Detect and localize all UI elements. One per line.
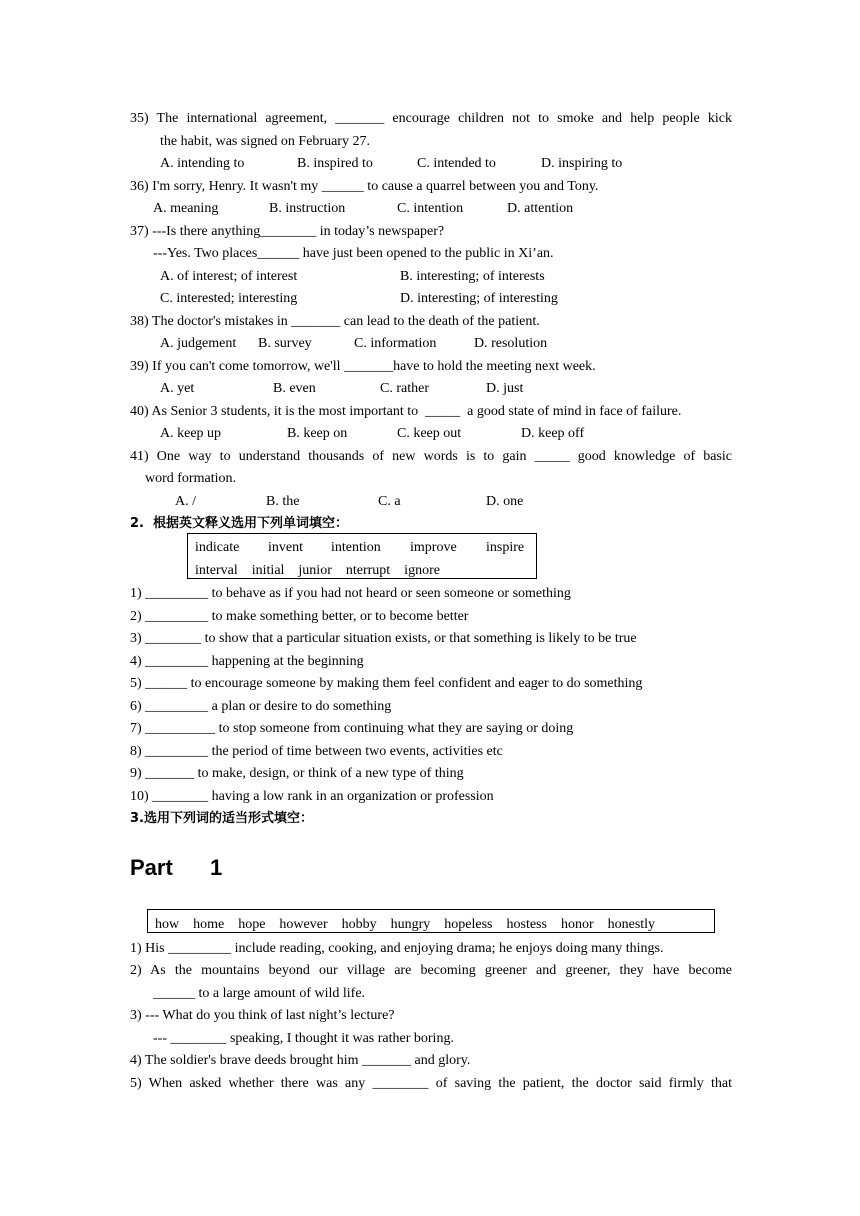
- definition-item: 5) ______ to encourage someone by making them feel confident and eager to do something: [130, 676, 643, 691]
- definition-item: 9) _______ to make, design, or think of a new type of thing: [130, 766, 464, 781]
- question-41-line-2: word formation.: [145, 471, 236, 486]
- definition-item: 6) _________ a plan or desire to do something: [130, 699, 392, 714]
- option-c: C. keep out: [397, 426, 462, 441]
- option-d: D. interesting; of interesting: [400, 291, 558, 306]
- question-38-line-1: 38) The doctor's mistakes in _______ can lead to the death of the patient.: [130, 314, 540, 329]
- question-35-line-1: 35) The international agreement, _______ encourage children not to smoke and help people kick: [130, 111, 732, 126]
- option-b: B. interesting; of interests: [400, 269, 545, 284]
- option-d: D. just: [486, 381, 524, 396]
- question-37-line-2: ---Yes. Two places______ have just been opened to the public in Xi’an.: [153, 246, 554, 261]
- definition-item: 3) ________ to show that a particular situation exists, or that something is likely to be true: [130, 631, 637, 646]
- definition-item: 1) _________ to behave as if you had not heard or seen someone or something: [130, 586, 571, 601]
- option-c: C. rather: [380, 381, 429, 396]
- option-b: B. inspired to: [297, 156, 373, 171]
- word: inspire: [486, 540, 525, 555]
- fill-item-2-line-1: 2) As the mountains beyond our village are becoming greener and greener, they have become: [130, 963, 732, 978]
- option-b: B. keep on: [287, 426, 348, 441]
- word: intention: [331, 540, 381, 555]
- fill-item-4: 4) The soldier's brave deeds brought him _______ and glory.: [130, 1053, 471, 1068]
- part-number: 1: [210, 855, 223, 880]
- option-c: C. information: [354, 336, 437, 351]
- option-b: B. the: [266, 494, 300, 509]
- question-39-line-1: 39) If you can't come tomorrow, we'll _______have to hold the meeting next week.: [130, 359, 596, 374]
- part-label: Part: [130, 855, 173, 880]
- word: invent: [268, 540, 303, 555]
- option-d: D. attention: [507, 201, 574, 216]
- fill-item-5-line-1: 5) When asked whether there was any ________ of saving the patient, the doctor said firmly that: [130, 1076, 732, 1091]
- question-37-line-1: 37) ---Is there anything________ in today’s newspaper?: [130, 224, 445, 239]
- option-a: A. yet: [160, 381, 195, 396]
- option-d: D. inspiring to: [541, 156, 623, 171]
- question-36-line-1: 36) I'm sorry, Henry. It wasn't my ______ to cause a quarrel between you and Tony.: [130, 179, 599, 194]
- option-a: A. intending to: [160, 156, 245, 171]
- section-3-heading: 3.选用下列词的适当形式填空：: [130, 811, 313, 826]
- word: indicate: [195, 540, 240, 555]
- fill-item-3-line-1: 3) --- What do you think of last night’s lecture?: [130, 1008, 395, 1023]
- word-box-row-2: interval initial junior nterrupt ignore: [195, 563, 440, 578]
- option-b: B. instruction: [269, 201, 346, 216]
- definition-item: 8) _________ the period of time between two events, activities etc: [130, 744, 503, 759]
- part-1-words: how home hope however hobby hungry hopeless hostess honor honestly: [155, 917, 656, 932]
- option-c: C. intended to: [417, 156, 496, 171]
- word-box: [187, 533, 537, 579]
- option-b: B. survey: [258, 336, 312, 351]
- option-c: C. a: [378, 494, 401, 509]
- option-a: A. meaning: [153, 201, 219, 216]
- fill-item-3-line-2: --- ________ speaking, I thought it was rather boring.: [153, 1031, 454, 1046]
- option-a: A. keep up: [160, 426, 222, 441]
- option-c: C. intention: [397, 201, 464, 216]
- definition-item: 10) ________ having a low rank in an organization or profession: [130, 789, 494, 804]
- option-d: D. one: [486, 494, 524, 509]
- part-1-word-box: [147, 909, 715, 933]
- question-35-line-2: the habit, was signed on February 27.: [160, 134, 370, 149]
- question-41-line-1: 41) One way to understand thousands of new words is to gain _____ good knowledge of basic: [130, 449, 732, 464]
- definition-item: 2) _________ to make something better, or to become better: [130, 609, 469, 624]
- option-a: A. /: [175, 494, 196, 509]
- option-b: B. even: [273, 381, 316, 396]
- question-40-line-1: 40) As Senior 3 students, it is the most important to _____ a good state of mind in face of failure.: [130, 404, 682, 419]
- option-d: D. keep off: [521, 426, 585, 441]
- definition-item: 4) _________ happening at the beginning: [130, 654, 364, 669]
- definition-item: 7) __________ to stop someone from continuing what they are saying or doing: [130, 721, 574, 736]
- option-d: D. resolution: [474, 336, 548, 351]
- option-a: A. judgement: [160, 336, 237, 351]
- option-c: C. interested; interesting: [160, 291, 298, 306]
- fill-item-2-line-2: ______ to a large amount of wild life.: [153, 986, 366, 1001]
- fill-item-1: 1) His _________ include reading, cooking, and enjoying drama; he enjoys doing many things.: [130, 941, 664, 956]
- option-a: A. of interest; of interest: [160, 269, 298, 284]
- word: improve: [410, 540, 457, 555]
- section-2-heading: 2. 根据英文释义选用下列单词填空：: [130, 516, 349, 531]
